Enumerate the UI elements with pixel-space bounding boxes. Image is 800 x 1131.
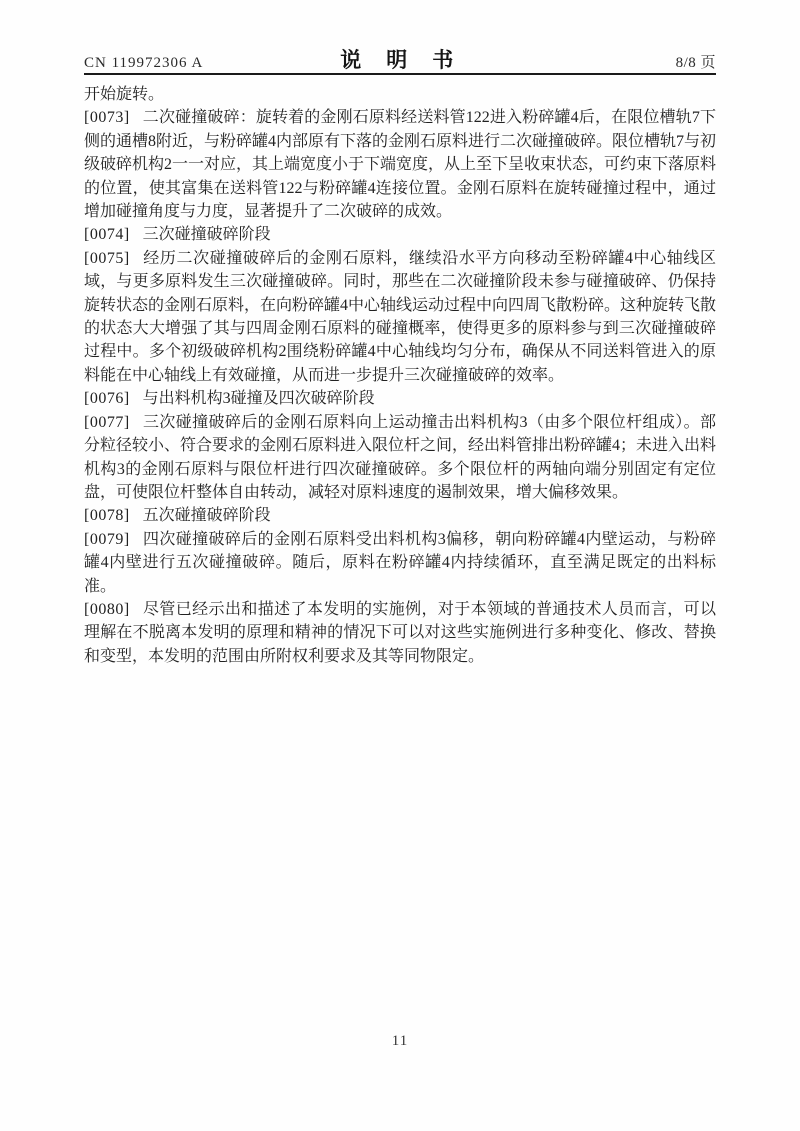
page-number: 11 — [391, 1033, 409, 1049]
paragraph — [84, 247, 716, 387]
paragraph — [84, 106, 716, 223]
paragraph-text: 开始旋转。 — [84, 86, 165, 103]
paragraph-tag: [0076] — [84, 390, 130, 408]
paragraph-tag: [0080] — [84, 600, 130, 618]
paragraph — [84, 504, 716, 527]
publication-number: CN 119972306 A — [84, 55, 204, 71]
paragraph — [84, 598, 716, 668]
paragraph-tag: [0074] — [84, 226, 130, 244]
paragraph-text: 三次碰撞破碎后的金刚石原料向上运动撞击出料机构3（由多个限位杆组成）。部分粒径较小、符合要求的金刚石原料进入限位杆之间，经出料管排出粉碎罐4；未进入出料机构3的金刚石原料与限位杆进行四次碰撞破碎。多个限位杆的两轴向端分别固定有定位盘，可使限位杆整体自由转动，减轻对原料速度的遏制效果，增大偏移效果。 — [84, 413, 717, 501]
paragraph-text: 五次碰撞破碎阶段 — [142, 507, 271, 525]
paragraph-tag: [0073] — [84, 109, 130, 127]
paragraph-text: 经历二次碰撞破碎后的金刚石原料，继续沿水平方向移动至粉碎罐4中心轴线区域，与更多原料发生三次碰撞破碎。同时，那些在二次碰撞阶段未参与碰撞破碎、仍保持旋转状态的金刚石原料，在向粉碎罐4中心轴线运动过程中向四周飞散粉碎。这种旋转飞散的状态大大增强了其与四周金刚石原料的碰撞概率，使得更多的原料参与到三次碰撞破碎过程中。多个初级破碎机构2围绕粉碎罐4中心轴线均匀分布，确保从不同送料管进入的原料能在中心轴线上有效碰撞，从而进一步提升三次碰撞破碎的效率。 — [84, 249, 717, 384]
paragraph — [84, 83, 716, 106]
paragraph-tag: [0075] — [84, 249, 130, 267]
paragraph — [84, 387, 716, 410]
paragraph-text: 与出料机构3碰撞及四次破碎阶段 — [142, 390, 375, 408]
paragraph-tag: [0077] — [84, 413, 130, 431]
paragraph-text: 四次碰撞破碎后的金刚石原料受出料机构3偏移，朝向粉碎罐4内壁运动，与粉碎罐4内壁进行五次碰撞破碎。随后，原料在粉碎罐4内持续循环，直至满足既定的出料标准。 — [84, 530, 716, 595]
paragraph — [84, 411, 716, 505]
paragraph-tag: [0079] — [84, 530, 130, 548]
page-header — [84, 44, 716, 74]
paragraph-text: 二次碰撞破碎：旋转着的金刚石原料经送料管122进入粉碎罐4后，在限位槽轨7下侧的通槽8附近，与粉碎罐4内部原有下落的金刚石原料进行二次碰撞破碎。限位槽轨7与初级破碎机构2一一对应，其上端宽度小于下端宽度，从上至下呈收束状态，可约束下落原料的位置，使其富集在送料管122与粉碎罐4连接位置。金刚石原料在旋转碰撞过程中，通过增加碰撞角度与力度，显著提升了二次破碎的成效。 — [84, 109, 717, 221]
paragraph-list — [84, 83, 716, 668]
paragraph — [84, 528, 716, 598]
paragraph-text: 三次碰撞破碎阶段 — [142, 226, 271, 244]
document-title: 说 明 书 — [340, 48, 456, 72]
paragraph-text: 尽管已经示出和描述了本发明的实施例，对于本领域的普通技术人员而言，可以理解在不脱离本发明的原理和精神的情况下可以对这些实施例进行多种变化、修改、替换和变型，本发明的范围由所附权利要求及其等同物限定。 — [84, 600, 716, 665]
header-rule — [84, 73, 716, 75]
page-indicator: 8/8 页 — [675, 55, 716, 71]
paragraph-tag: [0078] — [84, 507, 130, 525]
paragraph — [84, 223, 716, 246]
